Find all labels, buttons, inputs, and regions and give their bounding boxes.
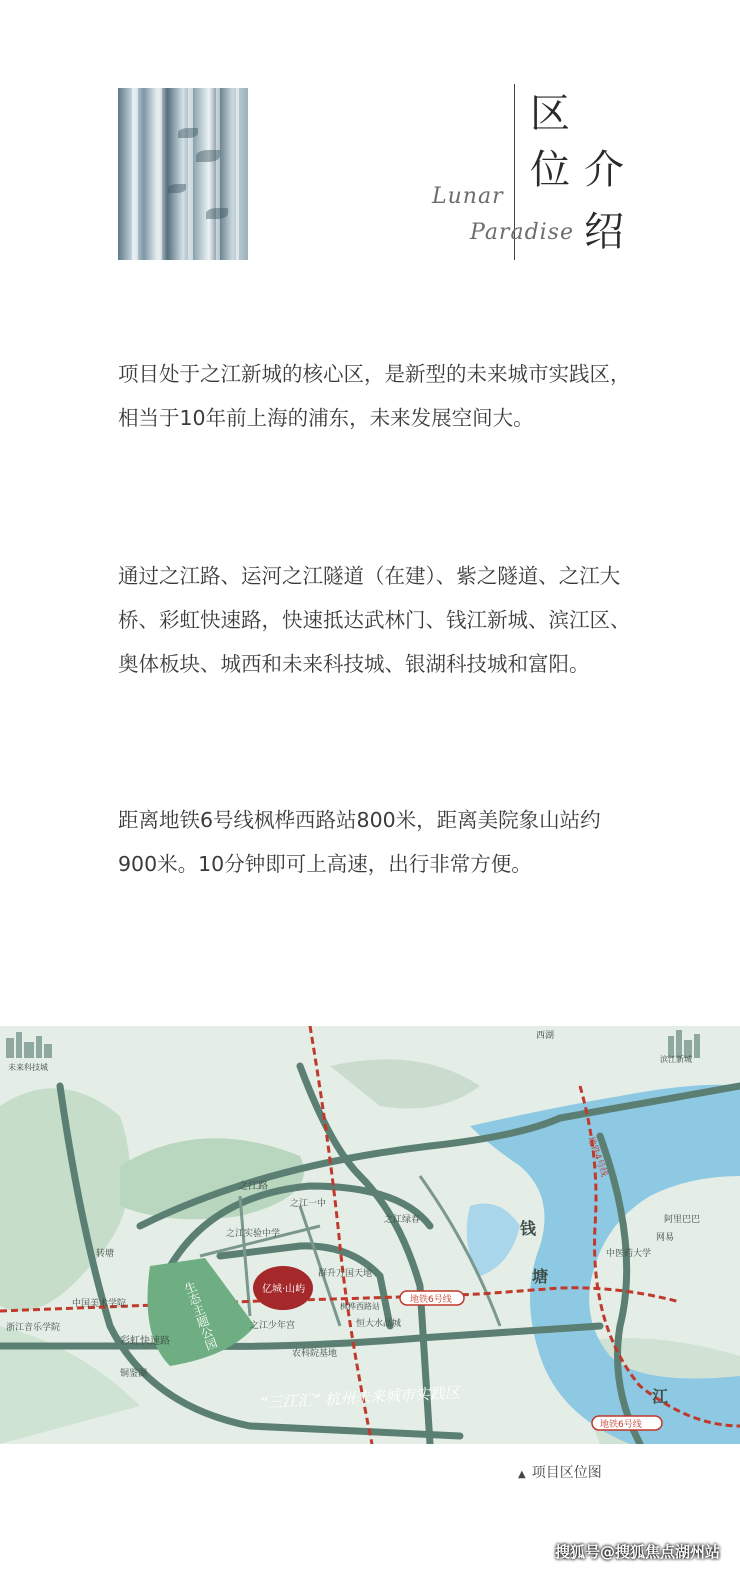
map-label-zhejiang-music: 浙江音乐学院 — [6, 1323, 61, 1333]
triangle-marker-icon: ▲ — [518, 1469, 526, 1480]
map-slogan: “三江汇” 杭州未来城市实践区 — [259, 1383, 461, 1412]
map-label-nongkeyuan: 农科院基地 — [292, 1349, 338, 1359]
script-line-paradise: Paradise — [470, 220, 574, 245]
map-label-zhongmei: 中国美术学院 — [72, 1299, 127, 1309]
map-label-zhijiang-school: 之江实验中学 — [226, 1229, 281, 1239]
map-label-shaonian: 之江少年宫 — [250, 1321, 296, 1331]
title-char-1: 区 — [530, 91, 570, 137]
header-decorative-image — [118, 88, 248, 260]
script-line-lunar: Lunar — [432, 184, 504, 209]
map-label-tonglu: 铜鉴湖 — [120, 1369, 148, 1379]
map-caption — [518, 1462, 602, 1482]
map-label-zhijiang-yizhong: 之江一中 — [290, 1199, 327, 1209]
map-label-zhuantang: 转塘 — [96, 1249, 115, 1259]
map-label-hengda: 恒大水晶城 — [356, 1319, 402, 1329]
map-label-wangyi: 网易 — [656, 1233, 675, 1243]
map-label-eco-park: 生态主题公园 — [181, 1279, 220, 1353]
map-label-zhijiang-lvcheng: 之江绿春 — [384, 1215, 421, 1225]
caption-text: 项目区位图 — [531, 1465, 602, 1481]
paragraph-2: 通过之江路、运河之江隧道（在建）、紫之隧道、之江大桥、彩虹快速路，快速抵达武林门、钱江新城、滨江区、奥体板块、城西和未来科技城、银湖科技城和富阳。 — [118, 564, 631, 676]
map-label-qian: 钱 — [520, 1219, 537, 1238]
map-label-zhijiang-road: 之江路 — [238, 1181, 268, 1192]
watermark: 搜狐号@搜狐焦点湖州站 — [555, 1543, 721, 1561]
map-metro6b-badge: 地铁6号线 — [600, 1420, 642, 1430]
map-label-future-tech: 未来科技城 — [8, 1063, 48, 1072]
map-metro6-badge: 地铁6号线 — [410, 1295, 452, 1305]
map-label-alibaba: 阿里巴巴 — [664, 1215, 701, 1225]
map-project-logo: 亿城·山屿 — [262, 1284, 306, 1295]
map-label-fenghua-station: 枫桦西路站 — [340, 1302, 380, 1311]
location-map — [0, 1026, 740, 1444]
title-char-4: 绍 — [584, 209, 624, 255]
paragraph-3: 距离地铁6号线枫桦西路站800米，距离美院象山站约900米。10分钟即可上高速，出行非常方便。 — [118, 808, 601, 876]
map-label-qunsheng: 群升万国天地 — [318, 1269, 373, 1279]
map-label-tang: 塘 — [532, 1267, 549, 1286]
map-metro4-badge: 地铁4号线 — [585, 1135, 609, 1179]
map-label-xihu: 西湖 — [536, 1031, 555, 1041]
map-label-zhongyi: 中医药大学 — [606, 1249, 652, 1259]
title-char-3: 介 — [584, 147, 624, 193]
map-label-caihong: 彩虹快速路 — [120, 1336, 170, 1347]
title-char-2: 位 — [530, 147, 570, 193]
paragraph-1: 项目处于之江新城的核心区，是新型的未来城市实践区，相当于10年前上海的浦东，未来发展空间大。 — [118, 362, 631, 430]
map-label-jiang: 江 — [652, 1387, 669, 1406]
map-label-binjiang: 滨江新城 — [660, 1055, 692, 1064]
